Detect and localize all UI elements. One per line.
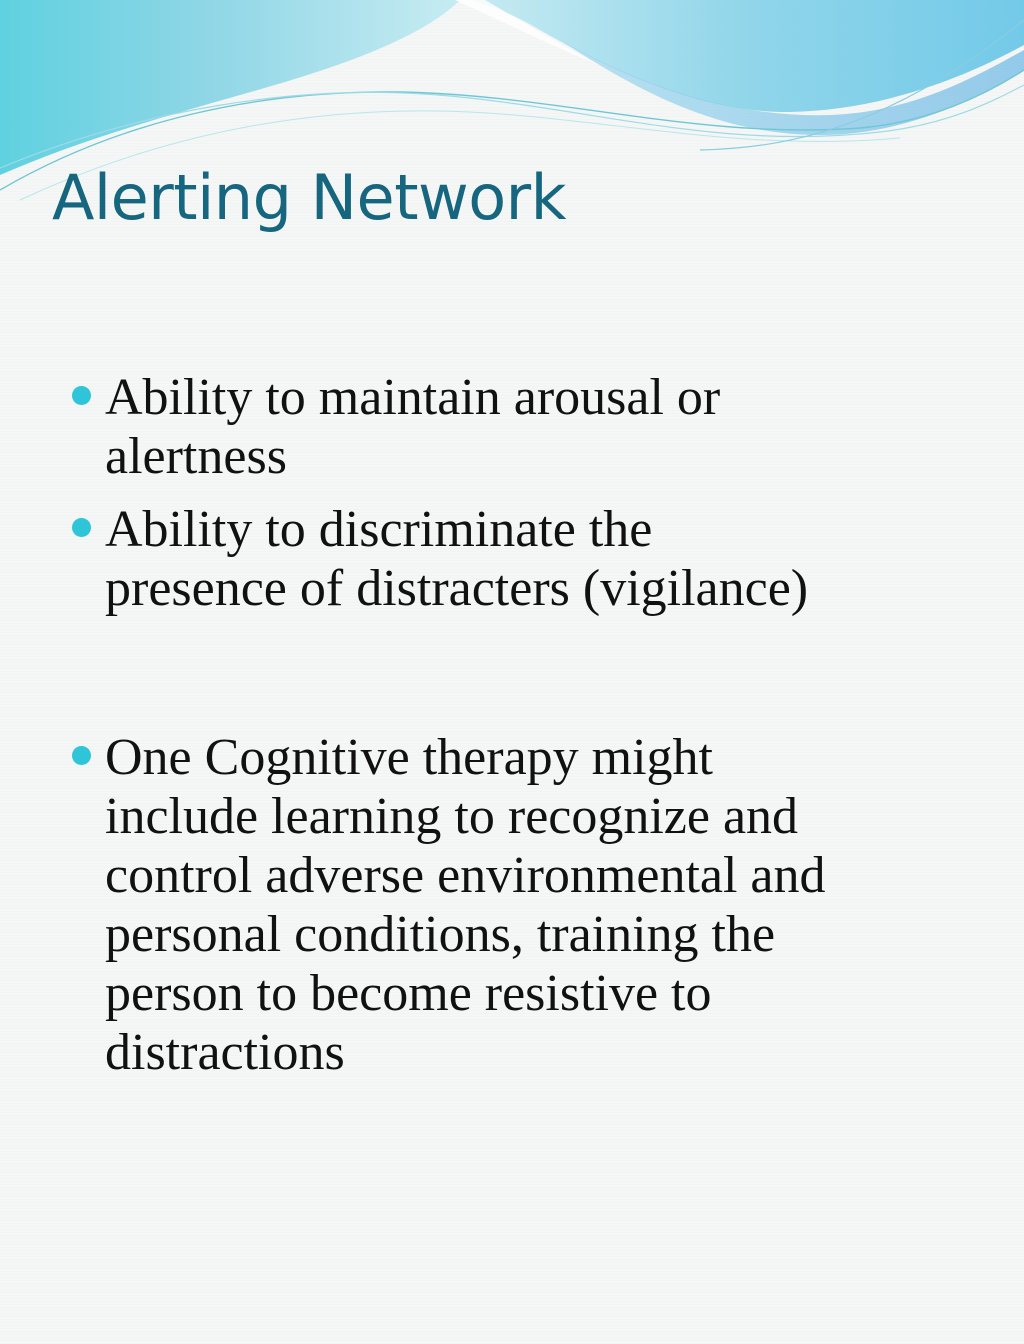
bullet-text: Ability to maintain arousal or alertness: [105, 369, 721, 485]
bullet-icon: [72, 746, 91, 765]
bullet-icon: [72, 386, 91, 405]
bullet-icon: [72, 518, 91, 537]
bullet-item: [70, 368, 830, 486]
bullet-item: [70, 728, 830, 1082]
slide-title: Alerting Network: [52, 161, 567, 234]
bullet-text: One Cognitive therapy might include learning to recognize and control adverse environmental and personal conditions, training the person to become resistive to distractions: [105, 729, 826, 1081]
bullet-item: [70, 500, 830, 618]
bullet-list: [70, 368, 830, 1096]
bullet-text: Ability to discriminate the presence of distracters (vigilance): [105, 501, 809, 617]
